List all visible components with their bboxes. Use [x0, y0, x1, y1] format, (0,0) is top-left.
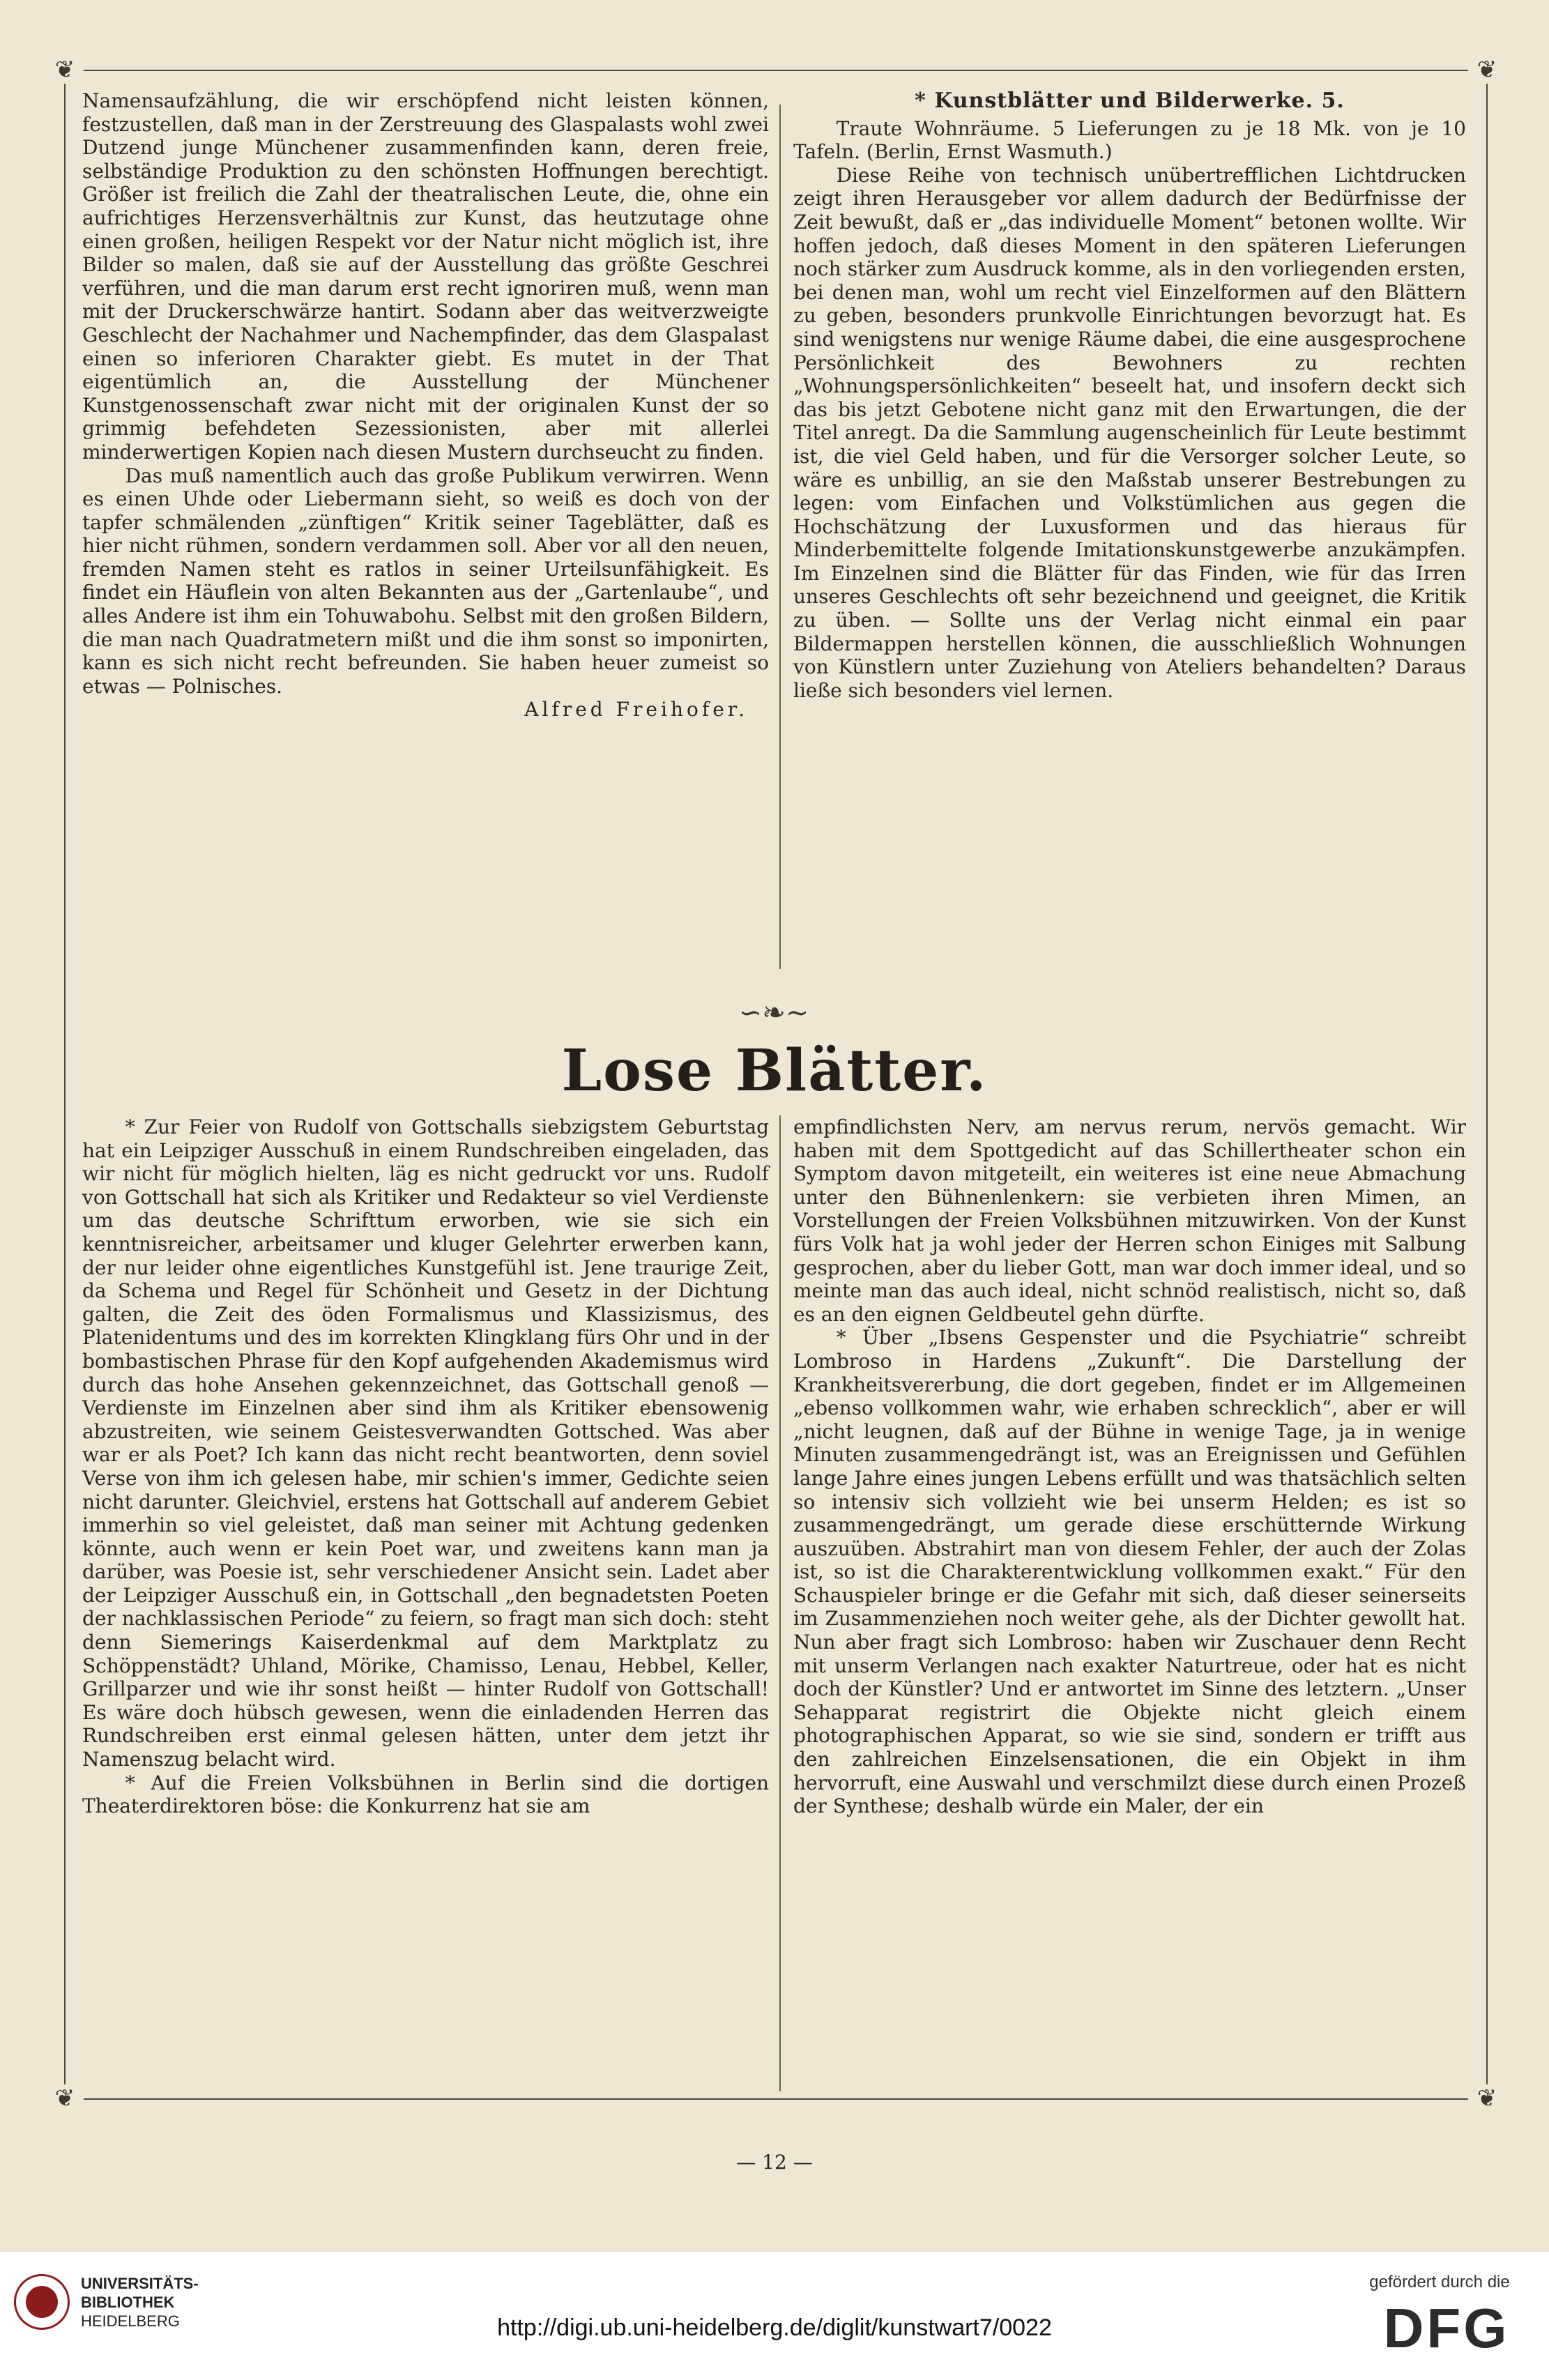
library-name-line: HEIDELBERG	[81, 2312, 180, 2330]
corner-flourish-icon: ❦	[46, 2084, 84, 2112]
source-url-link[interactable]: http://digi.ub.uni-heidelberg.de/diglit/kunstwart7/0022	[497, 2314, 1052, 2341]
section-title: Lose Blätter.	[561, 1037, 988, 1104]
flourish-divider-icon: ∽❧∼	[738, 997, 809, 1029]
library-name-line: UNIVERSITÄTS-	[81, 2275, 199, 2292]
corner-flourish-icon: ❦	[1468, 56, 1506, 84]
article-paragraph: Diese Reihe von technisch unübertrefflichen Lichtdrucken zeigt ihren Herausgeber vor allem dadurch der Bedürfnisse der Zeit bewußt, daß er „das individuelle Moment“ betonen wollte. Wir hoffen jedoch, daß dieses Moment in den späteren Lieferungen noch stärker zum Ausdruck komme, als in den vorliegenden ersten, bei denen man, wohl um recht viel Einzelformen auf den Blättern zu geben, besonders prunkvolle Einrichtungen bevorzugt hat. Es sind wenigstens nur wenige Räume dabei, die eine ausgesprochene Persönlichkeit des Bewohners zu rechten „Wohnungspersönlichkeiten“ beseelt hat, und insofern deckt sich das bis jetzt Gebotene nicht ganz mit den Erwartungen, die der Titel anregt. Da die Sammlung augenscheinlich für Leute bestimmt ist, die viel Geld haben, und für die Versorger solcher Leute, so wäre es unbillig, an sie den Maßstab unserer Bestrebungen zu legen: vom Einfachen und Volkstümlichen aus gegen die Hochschätzung der Luxusformen und das hieraus für Minderbemittelte folgende Imitationskunstgewerbe anzukämpfen. Im Einzelnen sind die Blätter für das Finden, wie für das Irren unseres Geschlechts oft sehr bezeichnend und geeignet, die Kritik zu üben. — Sollte uns der Verlag nicht einmal ein paar Bildermappen herstellen können, die ausschließlich Wohnungen von Künstlern unter Zuziehung von Ateliers behandelten? Daraus ließe sich besonders viel lernen.	[793, 163, 1466, 702]
frame-top-rule	[64, 70, 1486, 71]
article-paragraph: * Über „Ibsens Gespenster und die Psychiatrie“ schreibt Lombroso in Hardens „Zukunft“. Die Darstellung der Krankheitsvererbung, die dort gegeben, findet er im Allgemeinen „ebenso vollkommen wahr, wie erhaben schrecklich“, aber er will „nicht leugnen, daß auf der Bühne in wenige Tage, ja in wenige Minuten zusammengedrängt ist, was an Ereignissen und Gefühlen lange Jahre eines jungen Lebens erfüllt und was thatsächlich selten so intensiv sich vollzieht wie bei unserm Helden; es ist so zusammengedrängt, um gerade diese erschütternde Wirkung auszuüben. Abstrahirt man von diesem Fehler, der auch der Zolas ist, so ist die Charakterentwicklung vollkommen exakt.“ Für den Schauspieler bringe er die Gefahr mit sich, daß dieser seinerseits im Zusammenziehen noch weiter gehe, als der Dichter gewollt hat. Nun aber fragt sich Lombroso: haben wir Zuschauer denn Recht mit unserm Verlangen nach exakter Naturtreue, oder hat es nicht doch der Künstler? Und er antwortet im Sinne des letztern. „Unser Sehapparat registrirt die Objekte nicht gleich einem photographischen Apparat, so wie sie sind, sondern er trifft aus den zahlreichen Einzelsensationen, die ein Objekt in ihm hervorruft, eine Auswahl und verschmilzt diese durch einen Prozeß der Synthese; deshalb würde ein Maler, der ein	[793, 1326, 1466, 1818]
page-number: — 12 —	[736, 2151, 813, 2174]
section-heading: * Kunstblätter und Bilderwerke. 5.	[915, 89, 1345, 113]
column-divider	[779, 105, 781, 969]
column-divider	[779, 1115, 781, 2091]
frame-bottom-rule	[64, 2098, 1486, 2100]
article-column-left-bottom	[82, 1115, 769, 2084]
article-paragraph: empfindlichsten Nerv, am nervus rerum, nervös gemacht. Wir haben mit dem Spottgedicht auf das Schillertheater schon ein Symptom davon mitgeteilt, ein weiteres ist eine neue Abmachung unter den Bühnenlenkern: sie verbieten ihren Mimen, an Vorstellungen der Freien Volksbühnen mitzuwirken. Von der Kunst fürs Volk hat ja wohl jeder der Herren schon Einiges mit Salbung gesprochen, aber du lieber Gott, man war doch immer ideal, und so meinte man das auch ideal, nicht schnöd realistisch, nicht so, daß es an den eignen Geldbeutel gehn dürfte.	[793, 1115, 1466, 1326]
book-reference: Traute Wohnräume. 5 Lieferungen zu je 18 Mk. von je 10 Tafeln. (Berlin, Ernst Wasmuth.)	[793, 116, 1466, 164]
library-name-line: BIBLIOTHEK	[81, 2294, 175, 2311]
article-column-right-bottom	[793, 1115, 1466, 2084]
article-column-right-top	[793, 89, 1466, 989]
article-paragraph: * Zur Feier von Rudolf von Gottschalls siebzigstem Geburtstag hat ein Leipziger Ausschuß in einem Rundschreiben eingeladen, das wir nicht für möglich hielten, läg es nicht gedruckt vor uns. Rudolf von Gottschall hat sich als Kritiker und Redakteur so viel Verdienste um das deutsche Schrifttum erworben, wie sie sich ein kenntnisreicher, arbeitsamer und kluger Gelehrter erwerben kann, der nur leider ohne eigentliches Kunstgefühl ist. Jene traurige Zeit, da Schema und Regel für Schönheit und Gesetz in der Dichtung galten, die Zeit des öden Formalismus und Klassizismus, des Platenidentums und des im korrekten Klingklang fürs Ohr und in der bombastischen Phrase für den Kopf aufgehenden Akademismus wird durch das hohe Ansehen gekennzeichnet, das Gottschall genoß — Verdienste im Einzelnen aber sind ihm als Kritiker ebensowenig abzustreiten, wie seinem Geistesverwandten Gottsched. Was aber war er als Poet? Ich kann das nicht recht beantworten, denn soviel Verse von ihm ich gelesen habe, mir schien's immer, Gedichte seien nicht darunter. Gleichviel, erstens hat Gottschall auf anderem Gebiet immerhin so viel geleistet, daß man seiner mit Achtung gedenken könnte, auch wenn er kein Poet war, und zweitens kann man ja darüber, was Poesie ist, sehr verschiedener Ansicht sein. Ladet aber der Leipziger Ausschuß ein, in Gottschall „den begnadetsten Poeten der nachklassischen Periode“ zu feiern, so fragt man sich doch: steht denn Siemerings Kaiserdenkmal auf dem Marktplatz zu Schöppenstädt? Uhland, Mörike, Chamisso, Lenau, Hebbel, Keller, Grillparzer und wie ihr sonst heißt — hinter Rudolf von Gottschall! Es wäre doch hübsch gewesen, wenn die einladenden Herren das Rundschreiben erst einmal gelesen hätten, unter dem jetzt ihr Namenszug belacht wird.	[82, 1115, 769, 1771]
article-paragraph: Namensaufzählung, die wir erschöpfend nicht leisten können, festzustellen, daß man in der Zerstreuung des Glaspalasts wohl zwei Dutzend junge Münchener zusammenfinden kann, deren freie, selbständige Produktion zu den schönsten Hoffnungen berechtigt. Größer ist freilich die Zahl der theatralischen Leute, die, ohne ein aufrichtiges Herzensverhältnis zur Kunst, das heutzutage ohne einen großen, heiligen Respekt vor der Natur nicht möglich ist, ihre Bilder so malen, daß sie auf der Ausstellung das größte Geschrei verführen, und die man darum erst recht ignoriren muß, wenn man mit der Druckerschwärze hantirt. Sodann aber das weitverzweigte Geschlecht der Nachahmer und Nachempfinder, das dem Glaspalast einen so inferioren Charakter giebt. Es mutet in der That eigentümlich an, die Ausstellung der Münchener Kunstgenossenschaft zwar nicht mit der originalen Kunst der so grimmig befehdeten Sezessionisten, aber mit allerlei minderwertigen Kopien nach diesen Mustern durchseucht zu finden.	[82, 89, 769, 464]
corner-flourish-icon: ❦	[46, 56, 84, 84]
article-paragraph: * Auf die Freien Volksbühnen in Berlin sind die dortigen Theaterdirektoren böse: die Konkurrenz hat sie am	[82, 1771, 769, 1818]
corner-flourish-icon: ❦	[1468, 2084, 1506, 2112]
article-column-left-top	[82, 89, 769, 989]
funding-label: gefördert durch die	[1369, 2273, 1510, 2291]
dfg-logo: DFG	[1383, 2297, 1510, 2359]
author-signature: Alfred Freihofer.	[524, 698, 748, 722]
article-paragraph: Das muß namentlich auch das große Publikum verwirren. Wenn es einen Uhde oder Liebermann sieht, so weiß es doch von der tapfer schmälenden „zünftigen“ Kritik seiner Tageblätter, daß es hier nicht rühmen, sondern verdammen soll. Aber vor all den neuen, fremden Namen steht es ratlos in seiner Urteilsunfähigkeit. Es findet ein Häuflein von alten Bekannten aus der „Gartenlaube“, und alles Andere ist ihm ein Tohuwabohu. Selbst mit den großen Bildern, die man nach Quadratmetern mißt und die ihm sonst so imponirten, kann es sich nicht recht befreunden. Sie haben heuer zumeist so etwas — Polnisches.	[82, 464, 769, 698]
